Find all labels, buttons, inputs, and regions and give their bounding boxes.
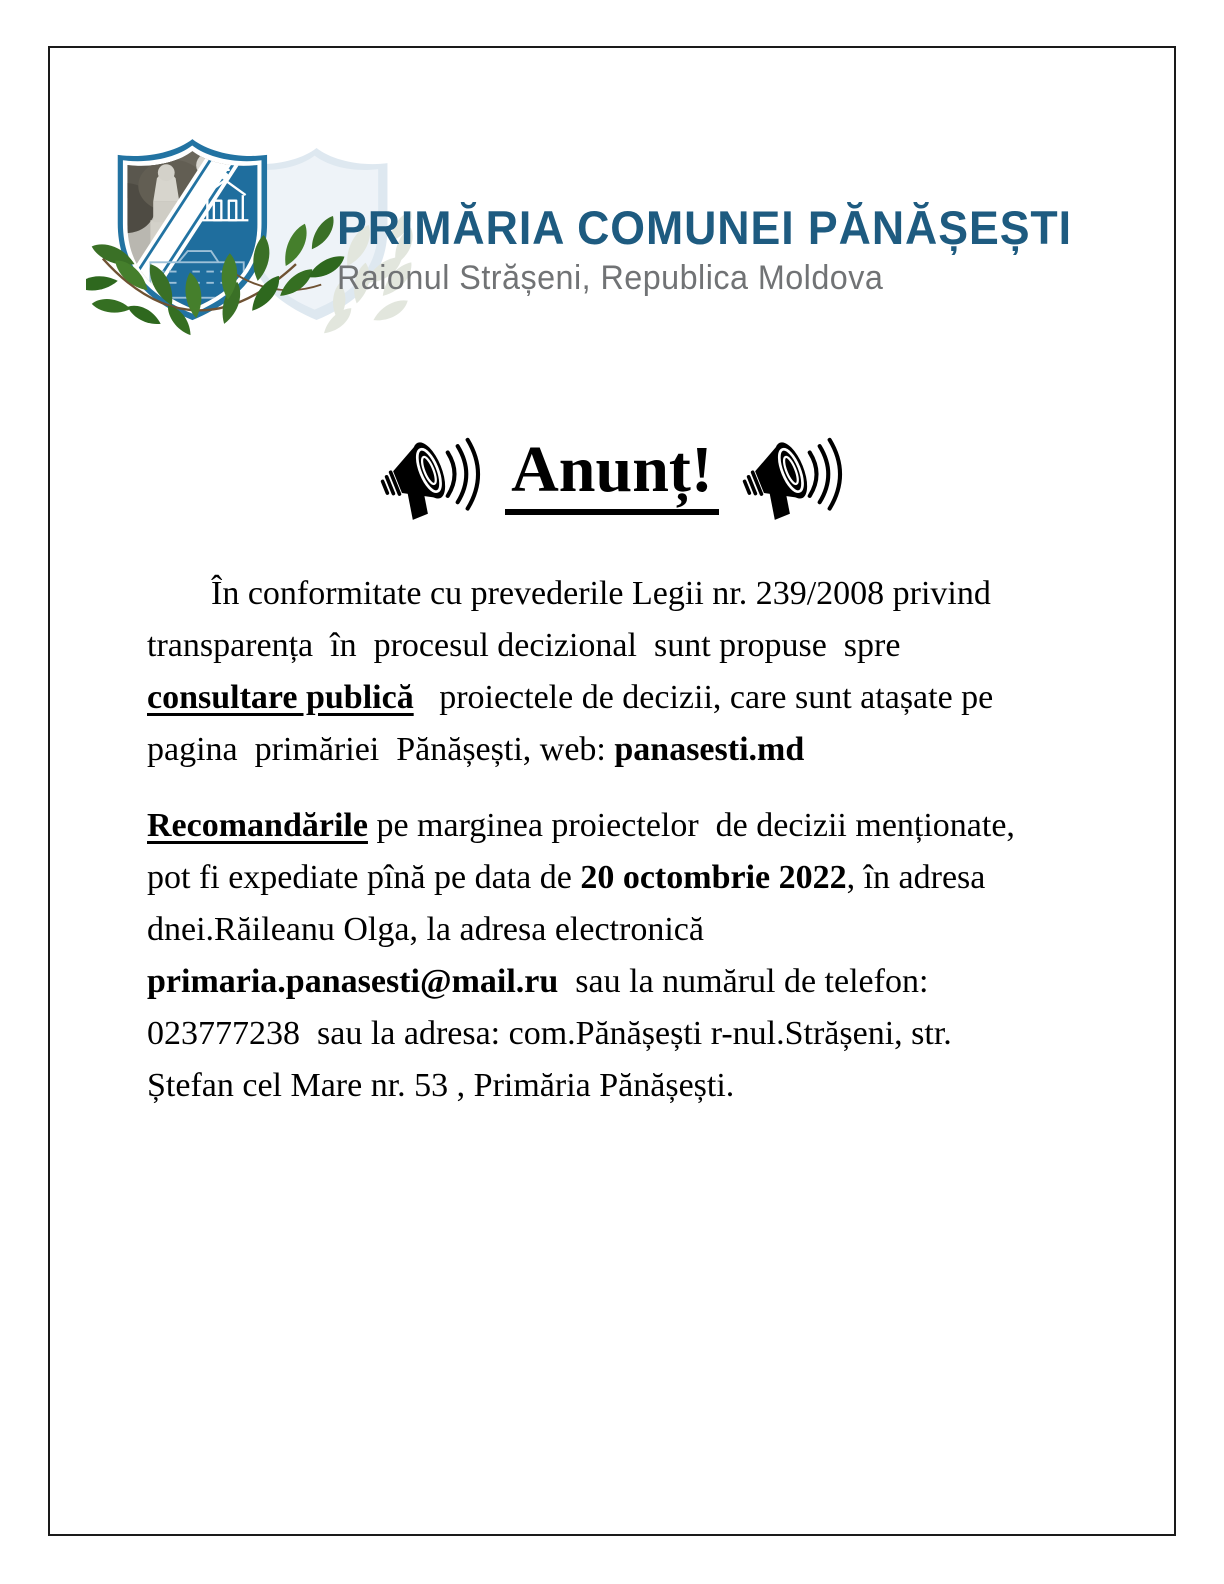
text-line [147,852,1147,904]
paragraph-recommendations [147,800,1147,1112]
announcement-title: Anunț! [505,437,719,515]
megaphone-icon [379,430,483,522]
text-line [147,1008,1147,1060]
text-segment: dnei.Răileanu Olga, la adresa electronică [147,911,704,948]
text-line [147,620,1147,672]
text-segment: proiectele de decizii, care sunt atașate pe [413,679,994,716]
paragraph-intro [147,568,1147,776]
text-segment: consultare publică [147,679,414,716]
text-segment: , în adresa [846,859,986,896]
org-name: PRIMĂRIA COMUNEI PĂNĂȘEȘTI [337,201,1073,254]
header-text-block [337,200,1111,298]
text-segment: În conformitate cu prevederile Legii nr. 239/2008 privind [211,575,991,612]
page-frame [48,46,1176,1536]
text-segment: sau la numărul de telefon: [558,963,929,1000]
text-line [147,568,1147,620]
text-segment: transparența în procesul decizional sunt propuse spre [147,627,901,664]
text-segment: Ștefan cel Mare nr. 53 , Primăria Pănășești. [147,1067,735,1104]
text-segment: pot fi expediate pînă pe data de [147,859,581,896]
text-segment: panasesti.md [614,731,805,768]
text-segment: 20 octombrie 2022 [580,859,847,896]
announcement-title-row [50,430,1174,522]
org-subtitle: Raionul Strășeni, Republica Moldova [337,259,884,297]
body-paragraphs [147,568,1147,1112]
text-line [147,724,1147,776]
text-segment: 023777238 sau la adresa: com.Pănășești r-nul.Strășeni, str. [147,1015,952,1052]
text-segment: pe marginea proiectelor de decizii menționate, [367,807,1015,844]
text-line [147,956,1147,1008]
text-line [147,1060,1147,1112]
megaphone-icon [741,430,845,522]
text-line [147,800,1147,852]
text-line [147,904,1147,956]
text-line [147,672,1147,724]
text-segment: primaria.panasesti@mail.ru [147,963,559,1000]
text-segment: pagina primăriei Pănășești, web: [147,731,615,768]
text-segment: Recomandările [147,807,368,844]
